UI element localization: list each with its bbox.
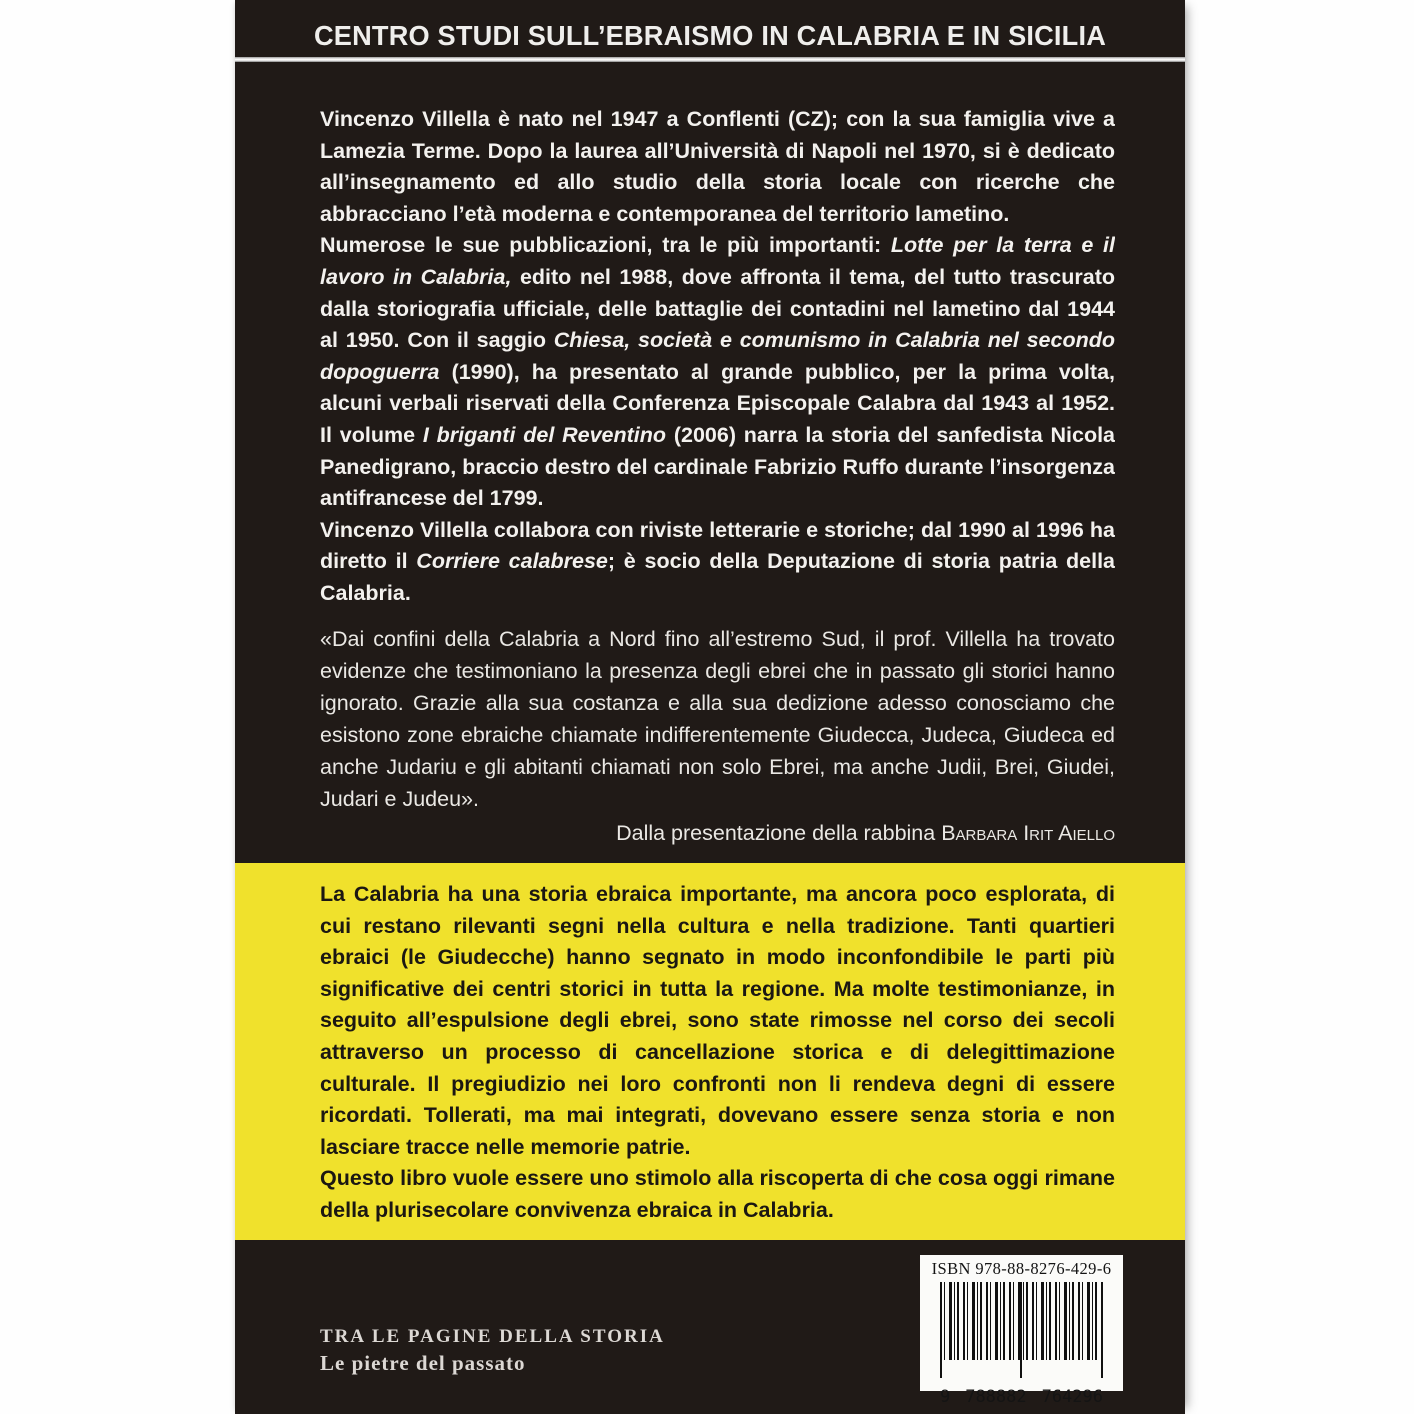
- barcode: [934, 1282, 1109, 1407]
- author-bio-and-quote: [320, 104, 1115, 863]
- bio-paragraph: Vincenzo Villella è nato nel 1947 a Conflenti (CZ); con la sua famiglia vive a Lamezia Terme. Dopo la laurea all’Università di Napoli nel 1970, si è dedicato all’insegnamento ed allo studio della storia locale con ricerche che abbracciano l’età moderna e contemporanea del territorio lametino.: [320, 107, 1115, 226]
- isbn-barcode-box: [920, 1255, 1123, 1407]
- isbn-label: ISBN 978-88-8276-429-6: [931, 1259, 1112, 1278]
- blurb-paragraph: La Calabria ha una storia ebraica importante, ma ancora poco esplorata, di cui restano rilevanti segni nella cultura e nella tradizione. Tanti quartieri ebraici (le Giudecche) hanno segnato in modo inconfondibile le parti più significative dei centri storici in tutta la regione. Ma molte testimonianze, in seguito all’espulsione degli ebrei, sono state rimosse nel corso dei secoli attraverso un processo di cancellazione storica e di delegittimazione culturale. Il pregiudizio nei loro confronti non li rendeva degni di essere ricordati. Tollerati, ma mai integrati, dovevano essere senza storia e non lasciare tracce nelle memorie patrie.: [320, 882, 1115, 1159]
- publisher-series-header: CENTRO STUDI SULL’EBRAISMO IN CALABRIA E IN SICILIA: [313, 20, 1107, 51]
- bio-paragraph: Numerose le sue pubblicazioni, tra le più importanti: Lotte per la terra e il lavoro in Calabria, edito nel 1988, dove affronta il tema, del tutto trascurato dalla storiografia ufficiale, delle battaglie dei contadini nel lametino dal 1944 al 1950. Con il saggio Chiesa, società e comunismo in Calabria nel secondo dopoguerra (1990), ha presentato al grande pubblico, per la prima volta, alcuni verbali riservati della Conferenza Episcopale Calabra dal 1943 al 1952. Il volume I briganti del Reventino (2006) narra la storia del sanfedista Nicola Panedigrano, braccio destro del cardinale Fabrizio Ruffo durante l’insorgenza antifrancese del 1799.: [320, 233, 1115, 511]
- presentation-quote: [320, 623, 1115, 849]
- divider-line: [235, 57, 1185, 62]
- barcode-digit-lead: 9: [940, 1387, 951, 1407]
- bio-paragraph: Vincenzo Villella collabora con riviste letterarie e storiche; dal 1990 al 1996 ha diretto il Corriere calabrese; è socio della Deputazione di storia patria della Calabria.: [320, 517, 1115, 605]
- barcode-digit-group: 764296: [1041, 1387, 1103, 1407]
- series-subtitle: Le pietre del passato: [320, 1351, 526, 1375]
- barcode-guard-bar: [940, 1282, 942, 1378]
- barcode-guard-bar: [1101, 1282, 1103, 1378]
- barcode-digits: [934, 1387, 1109, 1407]
- barcode-guard-bar: [1020, 1282, 1022, 1378]
- book-back-cover: [235, 0, 1185, 1414]
- synopsis-band: [235, 863, 1185, 1240]
- barcode-digit-group: 788882: [965, 1387, 1027, 1407]
- quote-paragraph: «Dai confini della Calabria a Nord fino all’estremo Sud, il prof. Villella ha trovato evidenze che testimoniano la presenza degli ebrei che in passato gli storici hanno ignorato. Grazie alla sua costanza e alla sua dedizione adesso conosciamo che esistono zone ebraiche chiamate indifferentemente Giudecca, Judeca, Giudeca ed anche Judariu e gli abitanti chiamati non solo Ebrei, ma anche Judii, Brei, Giudei, Judari e Judeu».: [320, 626, 1115, 811]
- author-biography: [320, 104, 1115, 610]
- quote-attribution: Dalla presentazione della rabbina Barbara Irit Aiello: [616, 820, 1115, 845]
- blurb-paragraph: Questo libro vuole essere uno stimolo alla riscoperta di che cosa oggi rimane della plurisecolare convivenza ebraica in Calabria.: [320, 1166, 1115, 1222]
- series-title: TRA LE PAGINE DELLA STORIA: [320, 1326, 665, 1347]
